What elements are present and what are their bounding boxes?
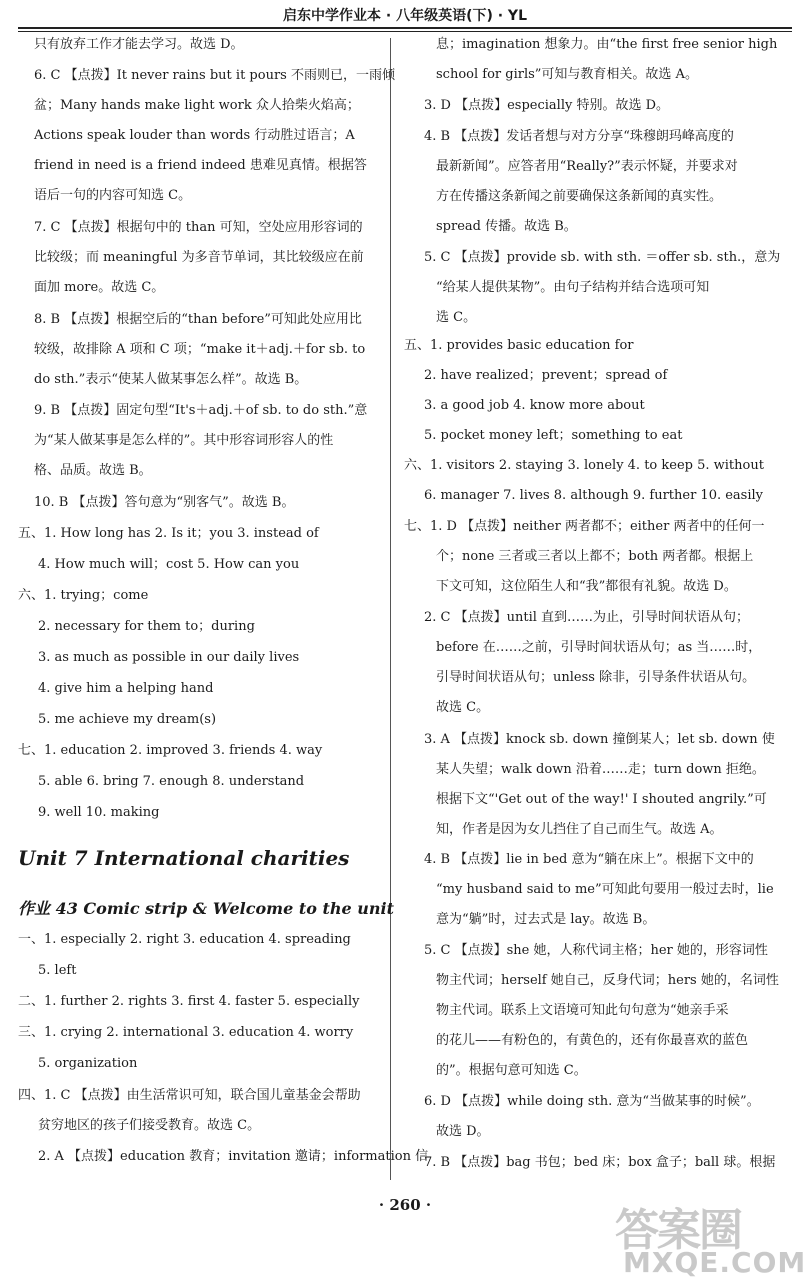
answer-line: 7. C 【点拨】根据句中的 than 可知，空处应用形容词的 bbox=[34, 220, 363, 235]
answer-line: 意为“躺”时，过去式是 lay。故选 B。 bbox=[436, 912, 656, 927]
answer-line: 方在传播这条新闻之前要确保这条新闻的真实性。 bbox=[436, 189, 723, 204]
header-rule bbox=[18, 27, 792, 29]
answer-line: 3. a good job 4. know more about bbox=[424, 398, 645, 413]
answer-line: 五、1. provides basic education for bbox=[404, 338, 634, 353]
watermark-domain: MXQE.COM bbox=[623, 1246, 807, 1279]
answer-line: 5. organization bbox=[38, 1056, 138, 1071]
answer-line: 最新新闻”。应答者用“Really?”表示怀疑，并要求对 bbox=[436, 159, 738, 174]
answer-line: 5. pocket money left；something to eat bbox=[424, 428, 683, 443]
answer-line: before 在……之前，引导时间状语从句；as 当……时， bbox=[436, 640, 762, 655]
answer-line: 引导时间状语从句；unless 除非，引导条件状语从句。 bbox=[436, 670, 756, 685]
answer-line: 2. have realized；prevent；spread of bbox=[424, 368, 668, 383]
header-title: 启东中学作业本 · 八年级英语(下) · YL bbox=[283, 8, 527, 24]
answer-line: 6. manager 7. lives 8. although 9. further 10. easily bbox=[424, 488, 764, 503]
answer-line: 6. D 【点拨】while doing sth. 意为“当做某事的时候”。 bbox=[424, 1094, 760, 1109]
answer-line: 语后一句的内容可知选 C。 bbox=[34, 188, 192, 203]
answer-line: 面加 more。故选 C。 bbox=[34, 280, 165, 295]
answer-line: 二、1. further 2. rights 3. first 4. faster 5. especially bbox=[18, 994, 360, 1009]
answer-line: 物主代词。联系上文语境可知此句句意为“她亲手采 bbox=[436, 1003, 729, 1018]
answer-line: 2. A 【点拨】education 教育；invitation 邀请；information 信 bbox=[38, 1149, 429, 1164]
answer-line: 一、1. especially 2. right 3. education 4. spreading bbox=[18, 932, 351, 947]
answer-line: 的花儿——有粉色的，有黄色的，还有你最喜欢的蓝色 bbox=[436, 1033, 749, 1048]
answer-line: 2. necessary for them to；during bbox=[38, 619, 255, 634]
answer-line: 格、品质。故选 B。 bbox=[34, 463, 152, 478]
column-divider bbox=[390, 38, 391, 1180]
answer-line: 六、1. trying；come bbox=[18, 588, 149, 603]
answer-line: spread 传播。故选 B。 bbox=[436, 219, 577, 234]
answer-line: 比较级；而 meaningful 为多音节单词，其比较级应在前 bbox=[34, 250, 364, 265]
answer-line: 5. C 【点拨】provide sb. with sth. ＝offer sb. sth.，意为 bbox=[424, 250, 781, 265]
answer-line: 某人失望；walk down 沿着……走；turn down 拒绝。 bbox=[436, 762, 765, 777]
header-rule-thin bbox=[18, 31, 792, 32]
answer-line: 根据下文“'Get out of the way!' I shouted angrily.”可 bbox=[436, 792, 767, 807]
answer-line: 物主代词；herself 她自己，反身代词；hers 她的，名词性 bbox=[436, 973, 779, 988]
answer-line: 五、1. How long has 2. Is it；you 3. instead of bbox=[18, 526, 319, 541]
answer-line: 5. me achieve my dream(s) bbox=[38, 712, 217, 727]
answer-line: 息；imagination 想象力。由“the first free senior high bbox=[436, 37, 778, 52]
answer-line: 七、1. D 【点拨】neither 两者都不；either 两者中的任何一 bbox=[404, 519, 765, 534]
answer-line: 故选 C。 bbox=[436, 700, 490, 715]
unit-title: Unit 7 International charities bbox=[18, 846, 350, 870]
answer-line: 知，作者是因为女儿挡住了自己而生气。故选 A。 bbox=[436, 822, 723, 837]
answer-line: 贫穷地区的孩子们接受教育。故选 C。 bbox=[38, 1118, 261, 1133]
answer-line: 4. B 【点拨】发话者想与对方分享“珠穆朗玛峰高度的 bbox=[424, 129, 734, 144]
answer-line: 只有放弃工作才能去学习。故选 D。 bbox=[34, 37, 244, 52]
answer-line: “给某人提供某物”。由句子结构并结合选项可知 bbox=[436, 280, 710, 295]
answer-line: friend in need is a friend indeed 患难见真情。根据答 bbox=[34, 158, 367, 173]
answer-line: 3. D 【点拨】especially 特别。故选 D。 bbox=[424, 98, 670, 113]
answer-line: school for girls”可知与教育相关。故选 A。 bbox=[436, 67, 698, 82]
answer-line: 2. C 【点拨】until 直到……为止，引导时间状语从句； bbox=[424, 610, 750, 625]
answer-line: 9. well 10. making bbox=[38, 805, 160, 820]
answer-line: 3. A 【点拨】knock sb. down 撞倒某人；let sb. down 使 bbox=[424, 732, 775, 747]
answer-line: 盆；Many hands make light work 众人拾柴火焰高； bbox=[34, 98, 360, 113]
answer-line: 4. give him a helping hand bbox=[38, 681, 214, 696]
task-title: 作业 43 Comic strip & Welcome to the unit bbox=[18, 899, 394, 918]
answer-line: 故选 D。 bbox=[436, 1124, 490, 1139]
watermark-logo bbox=[615, 1194, 807, 1279]
watermark-text: 答案圈 bbox=[615, 1205, 741, 1256]
answer-line: 三、1. crying 2. international 3. education 4. worry bbox=[18, 1025, 354, 1040]
answer-line: 10. B 【点拨】答句意为“别客气”。故选 B。 bbox=[34, 495, 295, 510]
answer-line: 6. C 【点拨】It never rains but it pours 不雨则已，一雨倾 bbox=[34, 68, 395, 83]
page-number: · 260 · bbox=[378, 1196, 432, 1214]
answer-line: 六、1. visitors 2. staying 3. lonely 4. to keep 5. without bbox=[404, 458, 764, 473]
answer-line: “my husband said to me”可知此句要用一般过去时，lie bbox=[436, 882, 774, 897]
answer-line: 9. B 【点拨】固定句型“It's＋adj.＋of sb. to do sth.”意 bbox=[34, 403, 368, 418]
answer-line: 个；none 三者或三者以上都不；both 两者都。根据上 bbox=[436, 549, 754, 564]
answer-line: 5. C 【点拨】she 她，人称代词主格；her 她的，形容词性 bbox=[424, 943, 768, 958]
answer-line: 的”。根据句意可知选 C。 bbox=[436, 1063, 587, 1078]
answer-line: Actions speak louder than words 行动胜过语言；A bbox=[34, 128, 355, 143]
answer-line: 4. How much will；cost 5. How can you bbox=[38, 557, 300, 572]
answer-line: 8. B 【点拨】根据空后的“than before”可知此处应用比 bbox=[34, 312, 362, 327]
answer-line: 四、1. C 【点拨】由生活常识可知，联合国儿童基金会帮助 bbox=[18, 1088, 361, 1103]
answer-line: 5. left bbox=[38, 963, 77, 978]
page-header bbox=[0, 0, 810, 30]
answer-line: 七、1. education 2. improved 3. friends 4. way bbox=[18, 743, 323, 758]
answer-line: 较级，故排除 A 项和 C 项；“make it＋adj.＋for sb. to bbox=[34, 342, 366, 357]
answer-line: do sth.”表示“使某人做某事怎么样”。故选 B。 bbox=[34, 372, 308, 387]
answer-line: 4. B 【点拨】lie in bed 意为“躺在床上”。根据下文中的 bbox=[424, 852, 754, 867]
answer-line: 7. B 【点拨】bag 书包；bed 床；box 盒子；ball 球。根据 bbox=[424, 1155, 776, 1170]
answer-line: 下文可知，这位陌生人和“我”都很有礼貌。故选 D。 bbox=[436, 579, 737, 594]
answer-line: 为“某人做某事是怎么样的”。其中形容词形容人的性 bbox=[34, 433, 334, 448]
answer-line: 选 C。 bbox=[436, 310, 477, 325]
answer-line: 5. able 6. bring 7. enough 8. understand bbox=[38, 774, 305, 789]
answer-line: 3. as much as possible in our daily lives bbox=[38, 650, 300, 665]
